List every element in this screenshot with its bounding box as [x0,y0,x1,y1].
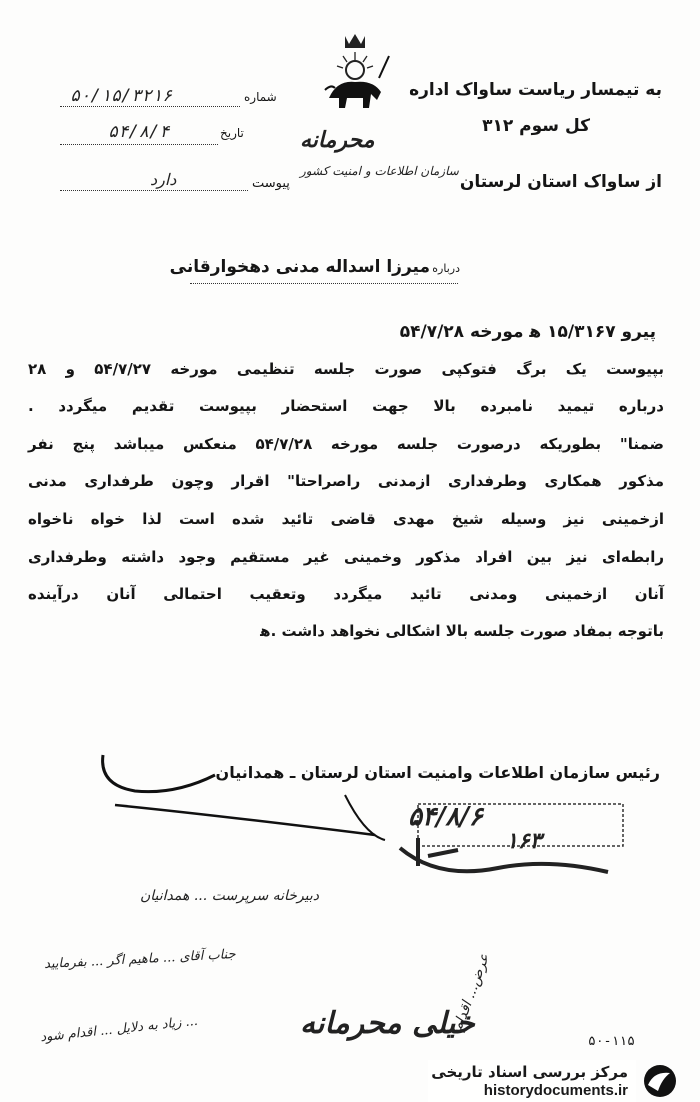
shomareh-label: شماره [244,90,277,104]
emblem-icon [315,30,395,125]
margin-number: ۵۰-۱۱۵ [588,1034,635,1049]
body-line: مذکور همکاری وطرفداری ازمدنی راصراحتا" اقرار وچون طرفداری مدنی [28,472,664,490]
tarikh-label: تاریخ [220,126,244,140]
stamp-number: ۱۶۳ [506,828,542,854]
body-line: ضمنا" بطوریکه درصورت جلسه مورخه ۵۴/۷/۲۸ منعکس میباشد پنج نفر [28,435,664,453]
subject-line: میرزا اسداله مدنی دهخوارقانی [169,257,430,277]
note-5: ... زیاد به دلایل ... اقدام شود [39,1013,199,1046]
org-line: سازمان اطلاعات و امنیت کشور [300,164,459,178]
peyvast-value: دارد [150,170,177,189]
note-1: دبیرخانه سرپرست ... همدانیان [140,888,320,904]
watermark-name: مرکز بررسی اسناد تاریخی [431,1063,628,1081]
handwritten-signature [95,735,395,845]
reference-line: پیرو ۱۵/۳۱۶۷ ه‍ مورخه ۵۴/۷/۲۸ [399,322,656,342]
body-line: ازخمینی نیز وسیله شیخ مهدی قاضی تائید شده است لذا خواه ناخواه [28,510,664,528]
from-line: از ساواک استان لرستان [459,172,662,192]
body-line: رابطه‌ای نیز بین افراد مذکور وخمینی غیر مستقیم وجود داشته وطرفداری [28,548,664,566]
darbareh-label: درباره [432,262,460,275]
emblem-caption: محرمانه [300,127,375,153]
body-line: درباره تیمید نامبرده بالا جهت استحضار بپیوست تقدیم میگردد . [28,397,664,415]
body-line: باتوجه بمفاد صورت جلسه بالا اشکالی نخواهد داشت .ه‍ [260,622,664,640]
peyvast-dots [60,190,248,191]
body-line: بپیوست یک برگ فتوکپی صورت جلسه تنظیمی مورخه ۵۴/۷/۲۷ و ۲۸ [28,360,664,378]
note-4: عرض... اقدام [450,951,493,1034]
note-3-large: خیلی محرمانه [300,1006,475,1041]
shomareh-dots [60,106,240,107]
darbareh-dots [190,283,458,284]
note-2: جناب آقای ... ماهیم اگر ... بفرمایید [43,946,236,973]
tarikh-dots [60,144,218,145]
history-documents-logo-icon [640,1063,680,1099]
received-stamp [398,798,626,880]
tarikh-value: ۵۴/۸/۴ [108,122,170,142]
body-line: آنان ازخمینی ومدنی تائید میگردد وتعقیب احتمالی آنان درآینده [28,585,664,603]
department-line: کل سوم ۳۱۲ [482,116,590,136]
peyvast-label: پیوست [252,176,290,191]
watermark-url: historydocuments.ir [483,1082,628,1099]
shomareh-value: ۵۰/۱۵/۳۲۱۶ [70,86,173,106]
recipient-line: به تیمسار ریاست ساواک اداره [409,80,662,100]
signatory-title: رئیس سازمان اطلاعات وامنیت استان لرستان ـ همدانیان [215,763,660,782]
stamp-date: ۵۴/۸/۶ [408,802,483,832]
